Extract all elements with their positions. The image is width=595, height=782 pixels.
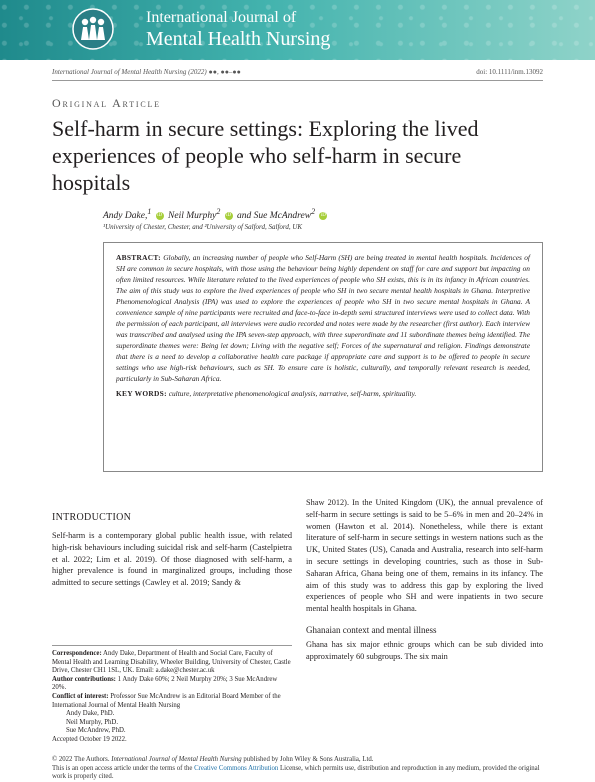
three-figures-logo-icon — [72, 8, 114, 50]
journal-title — [146, 10, 330, 49]
left-column — [52, 512, 292, 589]
article-type: Original Article — [52, 96, 161, 110]
journal-title-line2: Mental Health Nursing — [146, 28, 331, 50]
author-1[interactable]: Andy Dake, — [103, 211, 148, 222]
copyright-footer — [52, 756, 543, 782]
accepted-date: Accepted October 19 2022. — [52, 735, 127, 743]
copyright-text: © 2022 The Authors. — [52, 756, 110, 763]
keywords-label: KEY WORDS: — [116, 389, 167, 398]
running-head — [52, 68, 543, 76]
header-rule — [52, 80, 543, 81]
orcid-icon[interactable]: iD — [157, 212, 163, 218]
author-list — [103, 207, 329, 221]
journal-title-line1: International Journal of — [146, 9, 297, 26]
abstract-box — [103, 242, 543, 472]
author-2-affil: 2 — [216, 207, 221, 216]
correspondence-label: Correspondence: — [52, 650, 102, 657]
author-3-affil: 2 — [311, 207, 316, 216]
correspondence-text: Andy Dake, Department of Health and Social Care, Faculty of Mental Health and Learning Disability, Wheeler Building, University of Chester, Castle Drive, Chester CH1 1SL, UK. Email: a.dake@chester.ac.uk — [52, 650, 291, 675]
section-heading-introduction: INTRODUCTION — [52, 512, 132, 523]
contributions-label: Author contributions: — [52, 675, 116, 683]
copyright-journal: International Journal of Mental Health Nursing — [111, 756, 242, 763]
author-degree-3: Sue McAndrew, PhD. — [66, 727, 126, 735]
copyright-publisher: published by John Wiley & Sons Australia, Ltd. — [243, 756, 374, 763]
orcid-icon[interactable]: iD — [320, 212, 326, 218]
coi-text: Professor Sue McAndrew is an Editorial Board Member of the International Journal of Mental Health Nursing — [52, 692, 281, 709]
license-text-a: This is an open access article under the terms of the — [52, 764, 193, 772]
journal-banner — [0, 0, 595, 60]
orcid-icon[interactable]: iD — [226, 212, 232, 218]
running-head-journal: International Journal of Mental Health Nursing (2022) ●●, ●●–●● — [52, 68, 241, 76]
article-title: Self-harm in secure settings: Exploring the lived experiences of people who self-harm in secure hospitals — [52, 116, 479, 195]
affiliations: ¹University of Chester, Chester, and ²University of Salford, Salford, UK — [103, 223, 303, 231]
license-text-b: License, which permits use, distribution and reproduction in any medium, provided the original work is properly cited. — [52, 764, 540, 781]
author-degree-2: Neil Murphy, PhD. — [66, 718, 119, 726]
right-column — [306, 497, 543, 663]
license-link[interactable]: Creative Commons Attribution — [194, 764, 279, 772]
abstract-label: ABSTRACT: — [116, 253, 161, 262]
abstract-text: Globally, an increasing number of people who Self-Harm (SH) are being treated in mental health hospitals. Incidences of SH are common in secure hospitals, with those using the behaviour being highly dependent on staff for care and support but impacting on often limited resources. While literature related to the lived experiences of people who SH exists, this is in its infancy in African countries. The aim of this study was to explore the lived experiences of people who SH in two secure mental health hospitals in Ghana. Interpretive Phenomenological Analysis (IPA) was used to explore the experiences of people who SH in two secure mental hospitals in Ghana. A convenience sample of nine participants were recruited and face-to-face in-depth semi structured interviews were used to collect data. With the permission of each participant, all interviews were audio recorded and notes were made by the researcher (first author). Each interview was transcribed and analysed using the IPA seven-step approach, with three superordinate and 11 subordinate themes being identified. The superordinate themes were: Being let down; Living with the negative self; Forces of the supernatural and religion. Findings demonstrate that there is a need to develop a collaborative health care package if appropriate care and support is to be offered to people in secure settings who use high-risk behaviours, such as SH. To ensure care is holistic, culturally, and temporally relevant research is needed, particularly in Sub-Saharan Africa. — [116, 253, 530, 383]
author-3[interactable]: and Sue McAndrew — [237, 211, 312, 222]
intro-paragraph-1: Self-harm is a contemporary global public health issue, with related high-risk behaviours including suicidal risk and self-harm (Castelpietra et al. 2022; Lim et al. 2019). Of those diagnosed with self-harm, a higher prevalence is found in marginalized groups, including those admitted to secure settings (Cawley et al. 2019; Sandy & — [52, 531, 292, 588]
author-1-affil: 1 — [147, 207, 152, 216]
contributions-text: 1 Andy Dake 60%; 2 Neil Murphy 20%; 3 Sue McAndrew 20%. — [52, 675, 278, 692]
article-notes — [52, 645, 292, 745]
keywords-text: culture, interpretative phenomenological analysis, narrative, self-harm, spirituality. — [168, 389, 417, 398]
intro-paragraph-2: Shaw 2012). In the United Kingdom (UK), the annual prevalence of self-harm in secure settings is said to be 5–6% in men and 20–24% in women (Hawton et al. 2014). Nonetheless, while there is extant literature of self-harm in secure settings in western nations such as the UK, United States (US), Canada and Australia, research into self-harm in secure settings in developing countries, such as those in Sub-Saharan Africa, Ghana being one of them, remains in its infancy. The aim of this study was to address this gap by exploring the lived experiences of people who SH and were inpatients in two secure mental health hospitals in Ghana. — [306, 498, 543, 614]
doi-link[interactable]: doi: 10.1111/inm.13092 — [476, 68, 543, 76]
author-degree-1: Andy Dake, PhD. — [66, 710, 115, 718]
coi-label: Conflict of interest: — [52, 692, 109, 700]
author-2[interactable]: Neil Murphy — [168, 211, 217, 222]
ghana-paragraph-1: Ghana has six major ethnic groups which can be sub divided into approximately 60 subgroups. The six main — [306, 639, 543, 661]
section-heading-ghana: Ghanaian context and mental illness — [306, 624, 437, 635]
